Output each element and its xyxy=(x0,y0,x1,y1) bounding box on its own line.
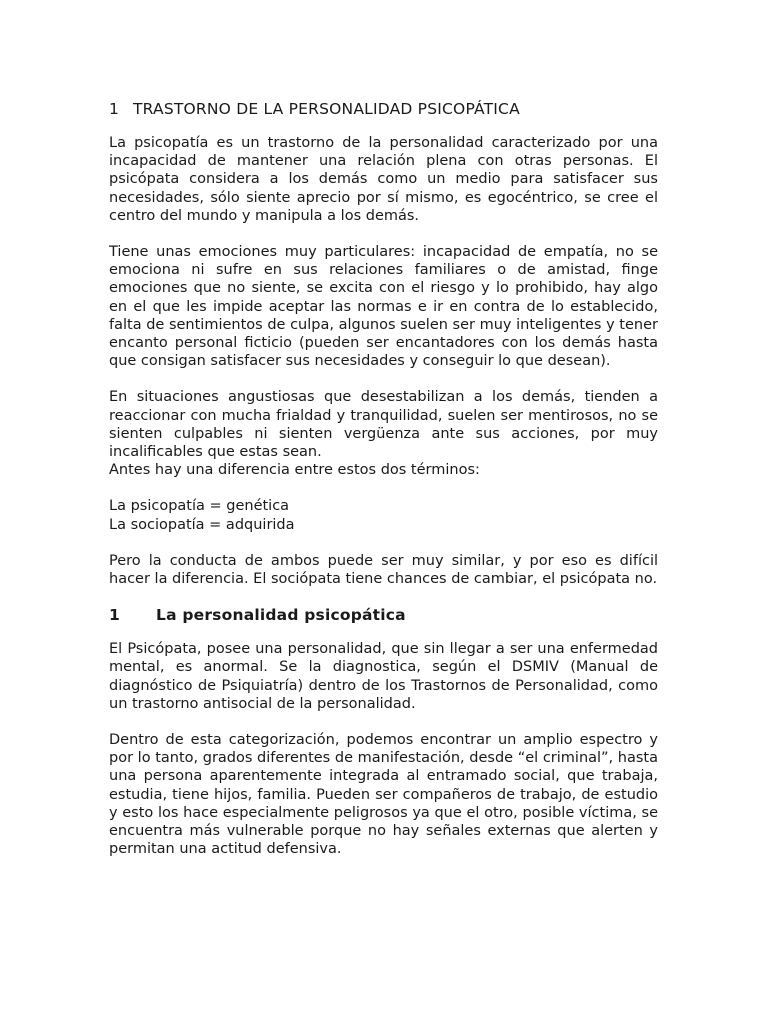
spacer xyxy=(109,479,658,497)
spacer xyxy=(109,534,658,552)
main-heading-number: 1 xyxy=(109,100,120,118)
paragraph: En situaciones angustiosas que desestabilizan a los demás, tienden a reaccionar con mucha frialdad y tranquilidad, suelen ser mentirosos, no se sienten culpables ni sienten vergüenza ante sus acciones, por muy incalificables que estas sean. xyxy=(109,389,658,461)
paragraph: El Psicópata, posee una personalidad, que sin llegar a ser una enfermedad mental, es anormal. Se la diagnostica, según el DSMIV (Manual de diagnóstico de Psiquiatría) dentro de los Trastornos de Personalidad, como un trastorno antisocial de la personalidad. xyxy=(109,641,658,712)
paragraph: Tiene unas emociones muy particulares: incapacidad de empatía, no se emociona ni sufre en sus relaciones familiares o de amistad, finge emociones que no siente, se excita con el riesgo y lo prohibido, hay algo en el que les impide aceptar las normas e ir en contra de lo establecido, falta de sentimientos de culpa, algunos suelen ser muy inteligentes y tener encanto personal ficticio (pueden ser encantadores con los demás hasta que consigan satisfacer sus necesidades y conseguir lo que desean). xyxy=(109,244,658,370)
sub-heading-text: La personalidad psicopática xyxy=(156,606,406,625)
definition-line: La psicopatía = genética xyxy=(109,498,290,515)
intro-line: Antes hay una diferencia entre estos dos términos: xyxy=(109,462,480,479)
sub-heading-number: 1 xyxy=(109,606,120,625)
paragraph: Pero la conducta de ambos puede ser muy similar, y por eso es difícil hacer la diferencia. El sociópata tiene chances de cambiar, el psicópata no. xyxy=(109,552,658,588)
paragraph: La psicopatía es un trastorno de la personalidad caracterizado por una incapacidad de mantener una relación plena con otras personas. El psicópata considera a los demás como un medio para satisfacer sus necesidades, sólo siente aprecio por sí mismo, es egocéntrico, se cree el centro del mundo y manipula a los demás. xyxy=(109,135,658,224)
main-heading xyxy=(109,98,658,120)
paragraph: Dentro de esta categorización, podemos encontrar un amplio espectro y por lo tanto, grados diferentes de manifestación, desde “el criminal”, hasta una persona aparentemente integrada al entramado social, que trabaja, estudia, tiene hijos, familia. Pueden ser compañeros de trabajo, de estudio y esto los hace especialmente peligrosos ya que el otro, posible víctima, se encuentra más vulnerable porque no hay señales externas que alerten y permitan una actitud defensiva. xyxy=(109,732,658,858)
document-body xyxy=(109,98,658,877)
sub-heading xyxy=(109,604,658,626)
main-heading-text: TRASTORNO DE LA PERSONALIDAD PSICOPÁTICA xyxy=(133,100,520,118)
definition-line: La sociopatía = adquirida xyxy=(109,516,295,533)
